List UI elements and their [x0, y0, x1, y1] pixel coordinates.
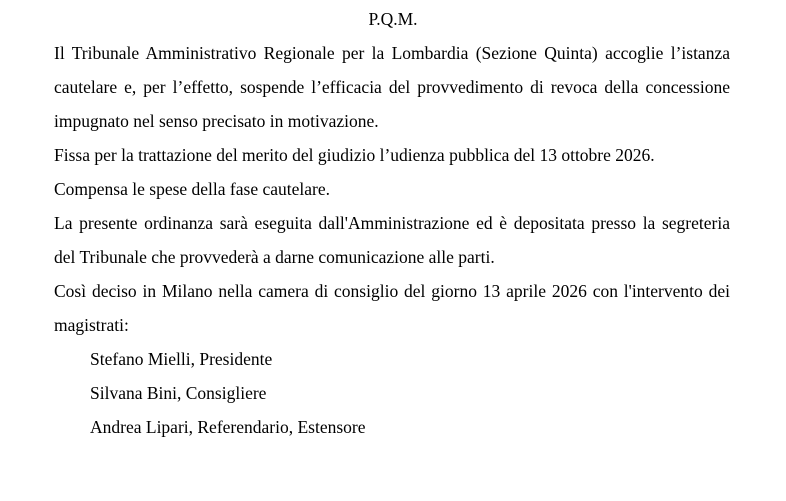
paragraph-accoglie: Il Tribunale Amministrativo Regionale per la Lombardia (Sezione Quinta) accoglie l’istanza cautelare e, per l’effetto, sospende l’efficacia del provvedimento di revoca della concessione impugnato nel senso precisato in motivazione. [54, 43, 730, 131]
paragraph-cosi-deciso: Così deciso in Milano nella camera di consiglio del giorno 13 aprile 2026 con l'intervento dei magistrati: [54, 281, 730, 335]
paragraph-compensa-spese: Compensa le spese della fase cautelare. [54, 179, 330, 199]
document-body [54, 36, 730, 444]
paragraph-esecuzione: La presente ordinanza sarà eseguita dall'Amministrazione ed è depositata presso la segreteria del Tribunale che provvederà a darne comunicazione alle parti. [54, 213, 730, 267]
paragraph-fissa-udienza: Fissa per la trattazione del merito del giudizio l’udienza pubblica del 13 ottobre 2026. [54, 145, 655, 165]
document-heading: P.Q.M. [368, 9, 418, 29]
judges-list [54, 342, 730, 444]
judge-estensore: Andrea Lipari, Referendario, Estensore [90, 417, 366, 437]
judge-president: Stefano Mielli, Presidente [90, 349, 273, 369]
judge-consigliere: Silvana Bini, Consigliere [90, 383, 267, 403]
